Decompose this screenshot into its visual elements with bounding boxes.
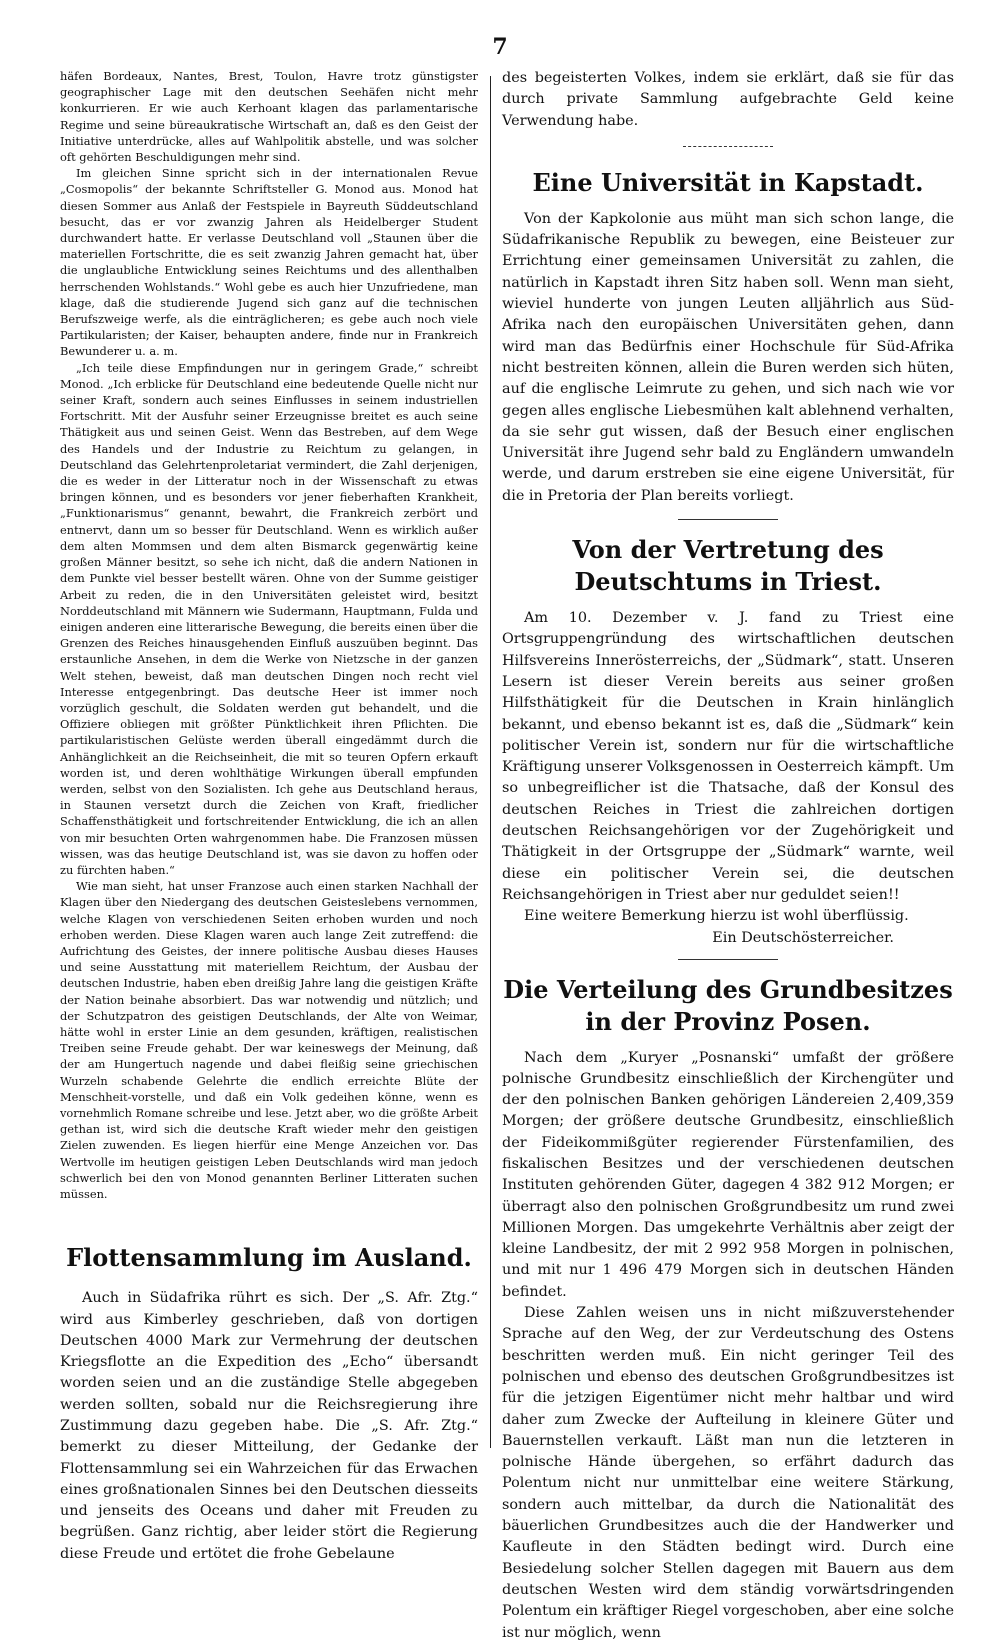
article-paragraph: Eine weitere Bemerkung hierzu ist wohl überflüssig. (524, 908, 909, 925)
article-paragraph: Am 10. Dezember v. J. fand zu Triest eine Ortsgruppengründung des wirtschaftlichen deutschen Hilfsvereins Innerösterreichs, der „Südmark“, statt. Unseren Lesern ist dieser Verein bereits aus seiner großen Hilfsthätigkeit für die Deutschen in Krain hinlänglich bekannt, und ebenso bekannt ist es, daß die „Südmark“ kein politischer Verein ist, sondern nur für die wirtschaftliche Kräftigung unserer Volksgenossen in Oesterreich kämpft. Um so unbegreiflicher ist die Thatsache, daß der Konsul des deutschen Reiches in Triest die zahlreichen dortigen deutschen Reichsangehörigen vor der Zugehörigkeit und Thätigkeit in der Ortsgruppe der „Südmark“ warnte, weil diese ein politischer Verein sei, die deutschen Reichsangehörigen in Triest aber nur geduldet seien!! (502, 610, 954, 903)
article-signature: Ein Deutschösterreicher. (712, 929, 894, 946)
article-heading-posen: Die Verteilung des Grundbesitzes in der Provinz Posen. (503, 974, 953, 1036)
article-paragraph: Wie man sieht, hat unser Franzose auch einen starken Nachhall der Klagen über den Niedergang des deutschen Geisteslebens vernommen, welche Klagen von verschiedenen Seiten erhoben wurden und noch erhoben werden. Diese Klagen waren auch lange Zeit zutreffend: die Aufrichtung des Geistes, der innere politische Ausbau dieses Hauses und seine Ausstattung mit materiellem Reichtum, der Ausbau der deutschen Industrie, haben eben dreißig Jahre lang die geistigen Kräfte der Nation beinahe absorbiert. Das war notwendig und nützlich; und der Schutzpatron des geistigen Deutschlands, der Alte von Weimar, hätte wohl in erster Linie an dem gesunden, kräftigen, realistischen Treiben seine Freude gehabt. Der war keineswegs der Meinung, daß der am Hungertuch nagende und dabei fleißig seine griechischen Wurzeln schabende Gelehrte die endlich erreichte Blüte der Menschheit-vorstelle, und daß ein Volk gedeihen könne, wenn es vornehmlich Romane schreibe und lese. Jetzt aber, wo die größte Arbeit gethan ist, wird sich die deutsche Kraft wieder mehr den geistigen Zielen zuwenden. Es liegen hierfür eine Menge Anzeichen vor. Das Wertvolle im heutigen geistigen Leben Deutschlands wird man jedoch schwerlich bei den von Monod genannten Berliner Litteraten suchen müssen. (60, 879, 478, 1202)
article-paragraph: des begeisterten Volkes, indem sie erklärt, daß sie für das durch private Sammlung aufgebrachte Geld keine Verwendung habe. (502, 70, 954, 129)
article-paragraph: häfen Bordeaux, Nantes, Brest, Toulon, Havre trotz günstigster geographischer Lage mit den deutschen Seehäfen nicht mehr konkurrieren. Er wie auch Kerhoant klagen das parlamentarische Regime und seine büreaukratische Wirtschaft an, daß es den Geist der Initiative unterdrücke, alles auf Wahlpolitik abstelle, und was solcher oft gehörten Beschuldigungen mehr sind. (60, 69, 478, 165)
article-paragraph: Diese Zahlen weisen uns in nicht mißzuverstehender Sprache auf den Weg, der zur Verdeutschung des Ostens beschritten werden muß. Ein nicht geringer Teil des polnischen und ebenso des deutschen Großgrundbesitzes ist für die jetzigen Eigentümer nicht mehr haltbar und wird daher zum Zwecke der Aufteilung in kleinere Güter und Bauernstellen verkauft. Läßt man nun die letzteren in polnische Hände übergehen, so erfährt dadurch das Polentum nicht nur unmittelbar eine weitere Stärkung, sondern auch mittelbar, da durch die Nationalität des bäuerlichen Grundbesitzes auch die der Handwerker und Kaufleute in den Städten bedingt wird. Durch eine Besiedelung solcher Stellen dagegen mit Bauern aus dem deutschen Westen wird dem ständig vorwärtsdringenden Polentum ein kräftiger Riegel vorgeschoben, aber eine solche ist nur möglich, wenn (502, 1305, 954, 1641)
article-heading-flottensammlung: Flottensammlung im Ausland. (66, 1243, 472, 1273)
left-column (60, 68, 478, 1562)
section-divider (683, 146, 773, 147)
article-paragraph: „Ich teile diese Empfindungen nur in geringem Grade,“ schreibt Monod. „Ich erblicke für Deutschland eine bedeutende Quelle nicht nur seiner Kraft, sondern auch seines Einflusses in seinem industriellen Fortschritt. Mit der Ausfuhr seiner Erzeugnisse breitet es auch seine Thätigkeit aus und seinen Geist. Wenn das Bestreben, auf dem Wege des Handels und der Industrie zu Reichtum zu gelangen, in Deutschland das Gelehrtenproletariat vermindert, die Zahl derjenigen, die es weder in der Litteratur noch in der Wissenschaft zu etwas bringen können, und es besonders vor jener fieberhaften Krankheit, „Funktionarismus“ genannt, bewahrt, die Frankreich zerbört und entnervt, dann um so besser für Deutschland. Wenn es wirklich außer dem alten Mommsen und dem alten Bismarck gegenwärtig keine großen Männer besitzt, so sehe ich nicht, daß die andern Nationen in dem Punkte viel besser bestellt wären. Ohne von der Summe geistiger Arbeit zu reden, die in den Universitäten geleistet wird, besitzt Norddeutschland mit Männern wie Sudermann, Hauptmann, Fulda und einigen anderen eine litterarische Bewegung, die bereits einen über die Grenzen des Reiches hinausgehenden Einfluß auszuüben beginnt. Das erstaunliche Ansehen, in dem die Werke von Nietzsche in der ganzen Welt stehen, beweist, daß man deutschen Dingen noch recht viel Interesse entgegenbringt. Das deutsche Heer ist immer noch vorzüglich geschult, die Soldaten werden gut behandelt, und die Offiziere obliegen mit größter Pünktlichkeit ihren Pflichten. Die partikularistischen Gelüste werden überall eingedämmt durch die Anhänglichkeit an die Reichseinheit, die mit so teuren Opfern erkauft worden ist, und deren wohlthätige Wirkungen überall empfunden werden, selbst von den Sozialisten. Ich gehe aus Deutschland heraus, in Staunen versetzt durch die Zeichen von Kraft, friedlicher Schaffensthätigkeit und fortschreitender Entwicklung, die ich an allen von mir besuchten Orten wahrgenommen habe. Die Franzosen müssen wissen, was das heutige Deutschland ist, was sie davon zu hoffen oder zu fürchten haben.“ (60, 360, 478, 877)
article-paragraph: Auch in Südafrika rührt es sich. Der „S. Afr. Ztg.“ wird aus Kimberley geschrieben, daß von dortigen Deutschen 4000 Mark zur Vermehrung der deutschen Kriegsflotte an die Expedition des „Echo“ übersandt worden seien und an die zuständige Stelle abgegeben werden sollten, sobald nur die Reichsregierung ihre Zustimmung dazu gegeben habe. Die „S. Afr. Ztg.“ bemerkt zu dieser Mitteilung, der Gedanke der Flottensammlung sei ein Wahrzeichen für das Erwachen eines großnationalen Sinnes bei den Deutschen diesseits und jenseits des Oceans und daher mit Freuden zu begrüßen. Ganz richtig, aber leider stört die Regierung diese Freude und ertötet die frohe Gebelaune (60, 1290, 478, 1562)
article-paragraph: Nach dem „Kuryer „Posnanski“ umfaßt der größere polnische Grundbesitz einschließlich der Kirchengüter und der den polnischen Banken gehörigen Ländereien 2,409,359 Morgen; der größere deutsche Grundbesitz, einschließlich der Fideikommißgüter regierender Fürstenfamilien, des fiskalischen Besitzes und der verschiedenen deutschen Instituten gehörenden Güter, dagegen 4 382 912 Morgen; er überragt also den polnischen Großgrundbesitz um rund zwei Millionen Morgen. Das umgekehrte Verhältnis aber zeigt der kleine Landbesitz, der mit 2 992 958 Morgen in polnischen, und mit nur 1 496 479 Morgen sich in deutschen Händen befindet. (502, 1049, 954, 1300)
column-divider (490, 76, 491, 1448)
article-paragraph: Im gleichen Sinne spricht sich in der internationalen Revue „Cosmopolis“ der bekannte Schriftsteller G. Monod aus. Monod hat diesen Sommer aus Anlaß der Festspiele in Bayreuth Süddeutschland besucht, das er vor zwanzig Jahren als Heidelberger Student durchwandert hatte. Er verlasse Deutschland voll „Staunen über die materiellen Fortschritte, die es seit zwanzig Jahren gemacht hat, über die unglaubliche Entwicklung seines Reichtums und des allenthalben herrschenden Wohlstands.“ Wohl gebe es auch hier Unzufriedene, man klage, daß die studierende Jugend sich ganz auf die technischen Berufszweige werfe, als die einträglicheren; es gebe auch noch viele Partikularisten; der Kaiser, behaupten andere, finde nur in Frankreich Bewunderer u. a. m. (60, 166, 478, 359)
article-heading-triest: Von der Vertretung des Deutschtums in Triest. (572, 535, 884, 597)
article-heading-universitaet: Eine Universität in Kapstadt. (532, 167, 924, 197)
section-divider (678, 959, 778, 960)
article-paragraph: Von der Kapkolonie aus müht man sich schon lange, die Südafrikanische Republik zu bewegen, eine Beisteuer zur Errichtung einer gemeinsamen Universität zu zahlen, die natürlich in Kapstadt ihren Sitz haben soll. Wenn man sieht, wieviel hunderte von jungen Leuten alljährlich aus Süd-Afrika nach den europäischen Universitäten gehen, dann wird man das Bedürfnis einer Hochschule für Süd-Afrika nicht bestreiten können, allein die Buren werden sich hüten, auf die englische Leimrute zu gehen, und sich nach wie vor gegen alles englische Liebesmühen kalt ablehnend verhalten, da sie sehr gut wissen, daß der Besuch einer englischen Universität ihre Jugend sehr bald zu Engländern umwandeln werde, und darum erstreben sie eine eigene Universität, für die in Pretoria der Plan bereits vorliegt. (502, 210, 954, 504)
right-column (502, 68, 954, 1641)
page-number: 7 (492, 34, 508, 60)
section-divider (678, 519, 778, 520)
